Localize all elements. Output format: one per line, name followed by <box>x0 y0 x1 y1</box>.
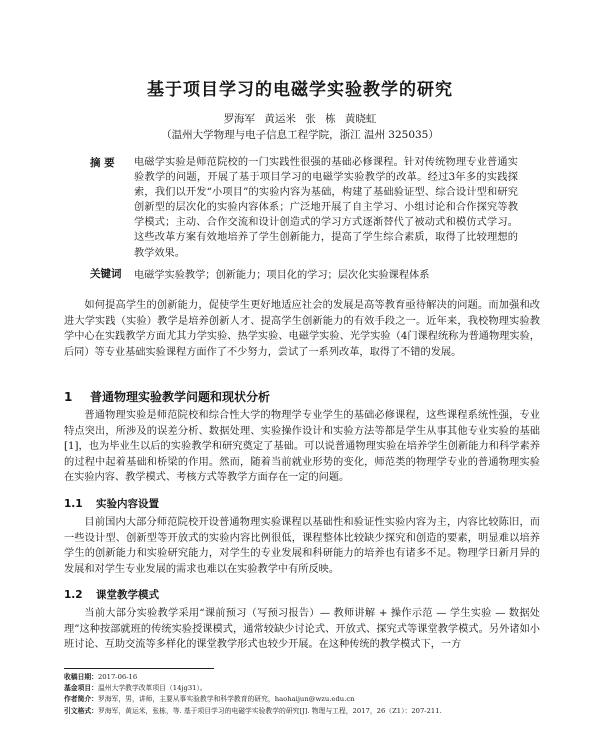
author-list: 罗海军 黄运米 张 栋 黄晓虹 <box>223 113 377 125</box>
footnote-received: 收稿日期：2017-06-16 <box>64 673 138 681</box>
footnote-divider <box>64 668 214 669</box>
section-1-2-paragraph: 当前大部分实验教学采用“课前预习（写预习报告）— 教师讲解 + 操作示范 — 学生实验 — 数据处理”这种按部就班的传统实验授课模式，通常较缺少讨论式、开放式、探究式等课堂教学模式。另外诸如小班讨论、互助交流等多样化的课堂教学形式也较少开展。在这种传统的教学模式下，一方 <box>64 608 540 651</box>
section-title: 课堂教学模式 <box>96 589 159 601</box>
affiliation: （温州大学物理与电子信息工程学院，浙江 温州 325035） <box>161 129 439 141</box>
intro-paragraph: 如何提高学生的创新能力，促使学生更好地适应社会的发展是高等教育亟待解决的问题。而加强和改进大学实践（实验）教学是培养创新人才、提高学生创新能力的有效手段之一。近年来，我校物理实验教学中心在实践教学方面尤其力学实验、热学实验、电磁学实验、光学实验（4门课程统称为普通物理实验，后同）等专业基础实验课程方面作了不少努力，尝试了一系列改革，取得了不错的发展。 <box>64 300 540 358</box>
keywords-label: 关键词 <box>90 268 122 280</box>
section-1-2-heading <box>64 587 159 602</box>
footnote-citation: 引文格式：罗海军，黄运米，张栋，等. 基于项目学习的电磁学实验教学的研究[J]. 物理与工程，2017，26（Z1）：207-211. <box>64 706 442 715</box>
footnote-fund: 基金项目：温州大学教学改革项目（14jg31）。 <box>64 684 207 693</box>
footnote-author: 作者简介：罗海军，男，讲师，主要从事实验教学和科学教育的研究，haohaijun@wzu.edu.cn <box>64 695 355 704</box>
keywords-text: 电磁学实验教学；创新能力；项目化的学习；层次化实验课程体系 <box>134 270 430 281</box>
section-number: 1.1 <box>64 498 83 510</box>
section-1-1-heading <box>64 496 159 511</box>
section-number: 1.2 <box>64 589 83 601</box>
paper-title: 基于项目学习的电磁学实验教学的研究 <box>147 80 453 100</box>
section-title: 普通物理实验教学问题和现状分析 <box>90 390 271 404</box>
section-number: 1 <box>64 390 73 404</box>
abstract-label: 摘 要 <box>90 157 115 169</box>
footnotes <box>64 672 544 717</box>
section-1-heading <box>64 388 270 405</box>
abstract-text: 电磁学实验是师范院校的一门实践性很强的基础必修课程。针对传统物理专业普通实验教学的问题，开展了基于项目学习的电磁学实验教学的改革。经过3年多的实践探索，我们以开发“小项目”的实验内容为基础，构建了基础验证型、综合设计型和研究创新型的层次化的实验内容体系；广泛地开展了自主学习、小组讨论和合作探究等教学模式；主动、合作交流和设计创造式的学习方式逐渐替代了被动式和模仿式学习。这些改革方案有效地培养了学生创新能力，提高了学生综合素质，取得了比较理想的教学效果。 <box>134 157 518 259</box>
section-1-1-paragraph: 目前国内大部分师范院校开设普通物理实验课程以基础性和验证性实验内容为主，内容比较陈旧，而一些设计型、创新型等开放式的实验内容比例很低，课程整体比较缺少探究和创造的要素，明显难以培养学生的创新能力和实验研究能力，对学生的专业发展和科研能力的培养也有诸多不足。物理学日新月异的发展和对学生专业发展的需求也难以在实验教学中有所反映。 <box>64 517 540 575</box>
section-title: 实验内容设置 <box>96 498 159 510</box>
section-1-paragraph: 普通物理实验是师范院校和综合性大学的物理学专业学生的基础必修课程，这些课程系统性强，专业特点突出，所涉及的误差分析、数据处理、实验操作设计和实验方法等都是学生从事其他专业实验的基础[1]，也为毕业生以后的实验教学和研究奠定了基础。可以说普通物理实验在培养学生创新能力和科学素养的过程中起着基础和桥梁的作用。然而，随着当前就业形势的变化，师范类的物理学专业的普通物理实验在实验内容、教学模式、考核方式等教学方面存在一定的问题。 <box>64 410 540 484</box>
